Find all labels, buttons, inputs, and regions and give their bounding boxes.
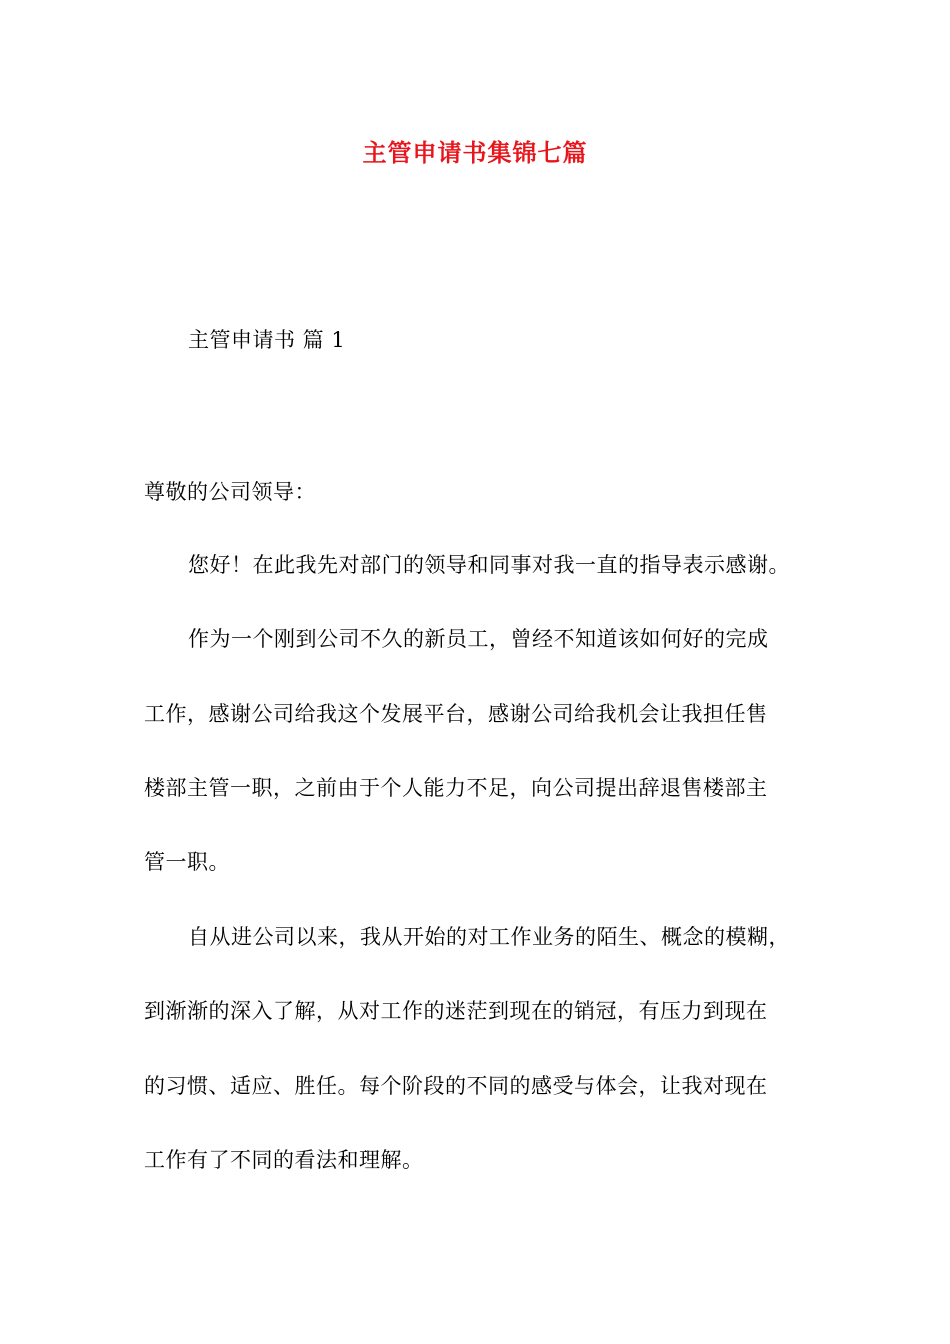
paragraph-line: 管一职。 <box>144 850 230 874</box>
document-title: 主管申请书集锦七篇 <box>362 138 588 167</box>
paragraph-line: 的习惯、适应、胜任。每个阶段的不同的感受与体会，让我对现在 <box>144 1074 768 1098</box>
paragraph-line: 作为一个刚到公司不久的新员工，曾经不知道该如何好的完成 <box>188 627 769 651</box>
section-heading: 主管申请书 篇 1 <box>188 328 346 352</box>
paragraph-line: 楼部主管一职，之前由于个人能力不足，向公司提出辞退售楼部主 <box>144 776 768 800</box>
salutation: 尊敬的公司领导： <box>144 480 316 504</box>
paragraph-line: 工作有了不同的看法和理解。 <box>144 1148 424 1172</box>
paragraph-line: 工作，感谢公司给我这个发展平台，感谢公司给我机会让我担任售 <box>144 702 768 726</box>
paragraph-line: 自从进公司以来，我从开始的对工作业务的陌生、概念的模糊， <box>188 925 790 949</box>
paragraph-line: 您好！在此我先对部门的领导和同事对我一直的指导表示感谢。 <box>188 553 790 577</box>
paragraph-line: 到渐渐的深入了解，从对工作的迷茫到现在的销冠，有压力到现在 <box>144 999 768 1023</box>
